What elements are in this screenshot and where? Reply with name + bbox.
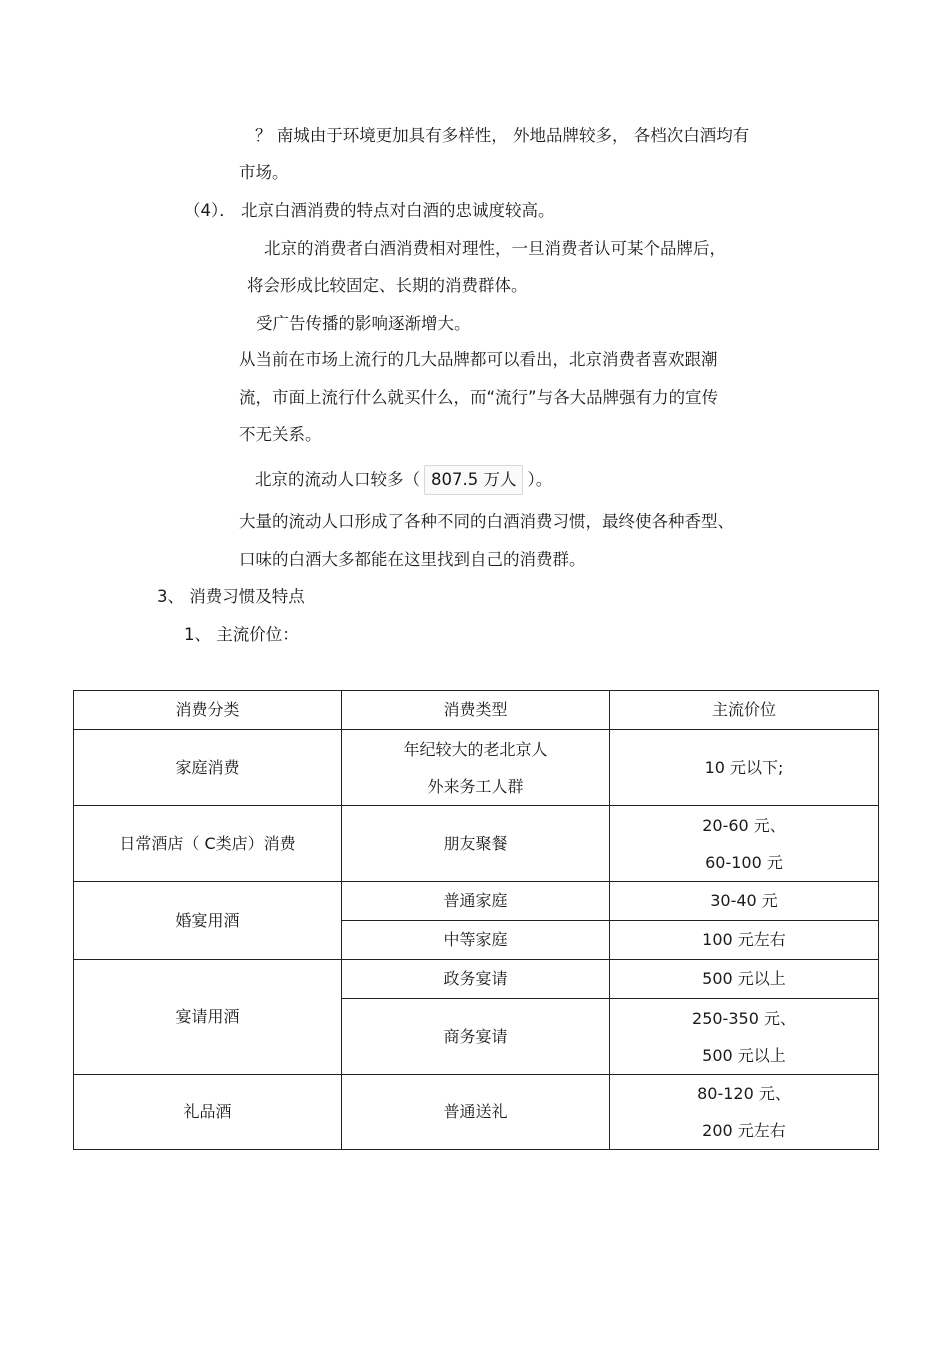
cell-type-line: 外来务工人群 <box>427 776 524 796</box>
table-row <box>74 730 879 806</box>
cell-category: 宴请用酒 <box>74 960 342 1075</box>
header-cell-price: 主流价位 <box>610 691 879 730</box>
cell-type <box>342 730 610 806</box>
cell-price-line: 500 元以上 <box>702 1045 786 1065</box>
paragraph-line: ？ 南城由于环境更加具有多样性， 外地品牌较多， 各档次白酒均有 <box>255 126 750 145</box>
paragraph-line-population <box>255 465 552 495</box>
header-cell-category: 消费分类 <box>74 691 342 730</box>
cell-category: 婚宴用酒 <box>74 882 342 960</box>
cell-price-line: 60-100 元 <box>705 852 783 872</box>
population-figure-box: 807.5 万人 <box>424 465 523 495</box>
paragraph-line: 口味的白酒大多都能在这里找到自己的消费群。 <box>239 550 586 569</box>
paragraph-line: 受广告传播的影响逐渐增大。 <box>256 314 471 333</box>
cell-type: 朋友聚餐 <box>342 806 610 882</box>
table-row <box>74 806 879 882</box>
cell-type: 普通家庭 <box>342 882 610 921</box>
cell-category: 家庭消费 <box>74 730 342 806</box>
table-row <box>74 1075 879 1150</box>
cell-type: 商务宴请 <box>342 999 610 1075</box>
cell-type: 中等家庭 <box>342 921 610 960</box>
paragraph-line: 将会形成比较固定、长期的消费群体。 <box>247 276 528 295</box>
cell-price <box>610 806 879 882</box>
cell-type: 普通送礼 <box>342 1075 610 1150</box>
subsection-heading: 1、 主流价位： <box>184 625 299 644</box>
cell-type: 政务宴请 <box>342 960 610 999</box>
table-row <box>74 882 879 921</box>
paragraph-line: 北京的消费者白酒消费相对理性，一旦消费者认可某个品牌后， <box>264 239 726 258</box>
population-text-pre: 北京的流动人口较多（ <box>255 470 420 489</box>
paragraph-line: 市场。 <box>239 163 289 182</box>
paragraph-line: 大量的流动人口形成了各种不同的白酒消费习惯，最终使各种香型、 <box>239 512 734 531</box>
cell-price: 100 元左右 <box>610 921 879 960</box>
section-heading-4: （4）． 北京白酒消费的特点对白酒的忠诚度较高。 <box>184 201 555 220</box>
cell-price-line: 200 元左右 <box>702 1121 786 1140</box>
population-text-post: ）。 <box>527 470 553 489</box>
paragraph-line: 流，市面上流行什么就买什么，而“流行”与各大品牌强有力的宣传 <box>239 388 719 407</box>
cell-price-line: 80-120 元、 <box>697 1084 791 1103</box>
cell-type-line: 年纪较大的老北京人 <box>403 739 548 759</box>
table-header-row <box>74 691 879 730</box>
header-cell-type: 消费类型 <box>342 691 610 730</box>
cell-price: 10 元以下; <box>610 730 879 806</box>
paragraph-line: 不无关系。 <box>239 425 322 444</box>
cell-price: 500 元以上 <box>610 960 879 999</box>
cell-price <box>610 999 879 1075</box>
cell-price-line: 20-60 元、 <box>702 815 786 835</box>
paragraph-line: 从当前在市场上流行的几大品牌都可以看出，北京消费者喜欢跟潮 <box>239 350 718 369</box>
cell-price-line: 250-350 元、 <box>692 1008 796 1028</box>
consumption-price-table <box>73 690 879 1150</box>
cell-category: 日常酒店（ C类店）消费 <box>74 806 342 882</box>
table-row <box>74 960 879 999</box>
cell-price <box>610 1075 879 1150</box>
cell-category: 礼品酒 <box>74 1075 342 1150</box>
cell-price: 30-40 元 <box>610 882 879 921</box>
section-heading-3: 3、 消费习惯及特点 <box>157 587 305 606</box>
